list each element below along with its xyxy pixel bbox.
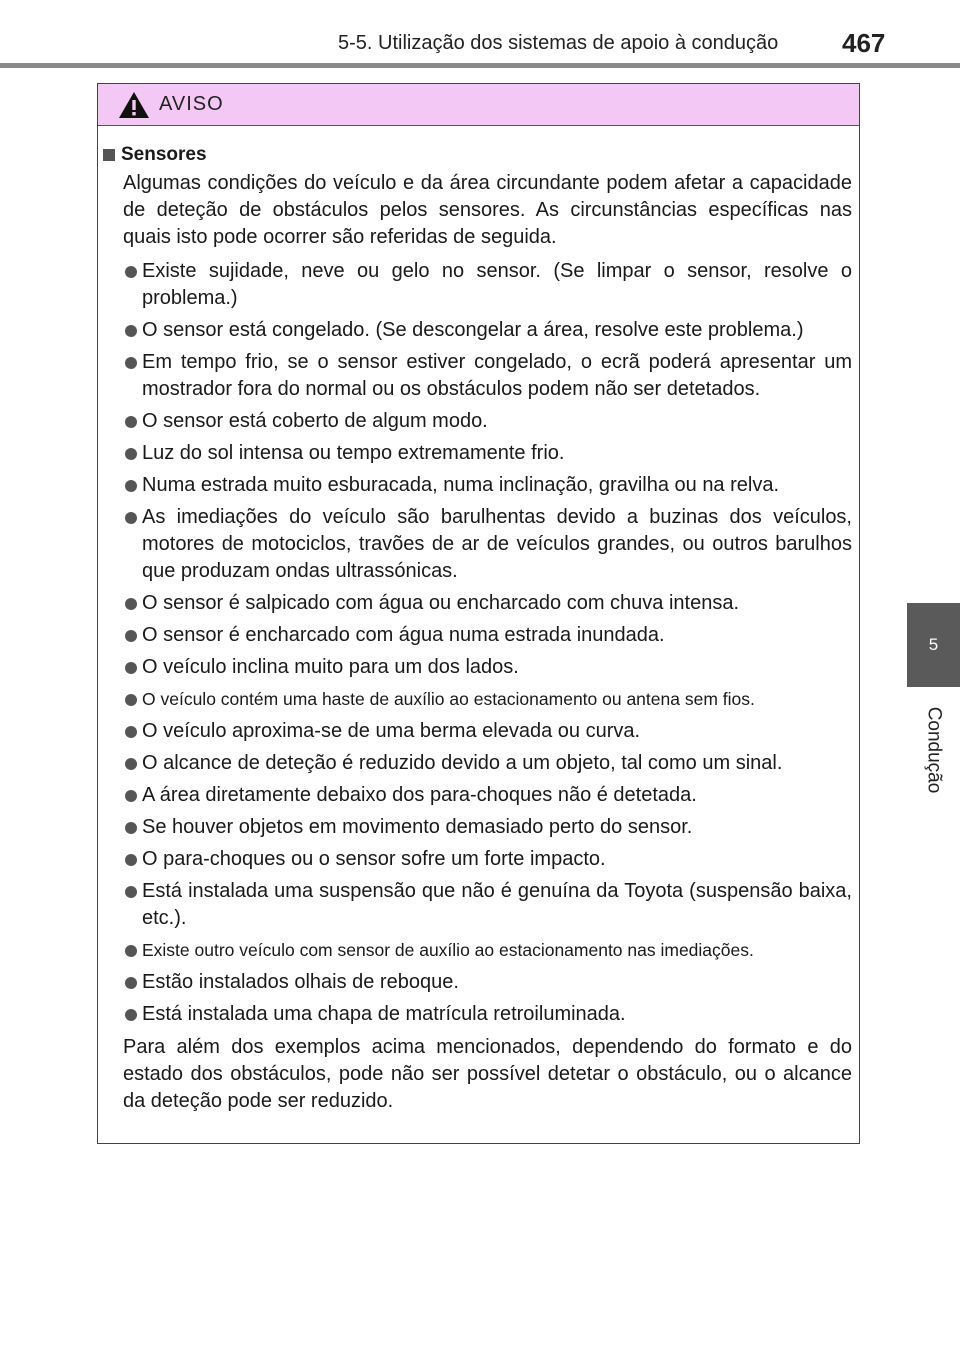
list-item: A área diretamente debaixo dos para-choques não é detetada. <box>103 782 852 809</box>
bullet-dot-icon <box>125 886 137 898</box>
list-item: Existe sujidade, neve ou gelo no sensor. (Se limpar o sensor, resolve o problema.) <box>103 258 852 312</box>
bullet-dot-icon <box>125 512 137 524</box>
list-item: Em tempo frio, se o sensor estiver congelado, o ecrã poderá apresentar um mostrador fora do normal ou os obstáculos podem não ser detetados. <box>103 349 852 403</box>
bullet-dot-icon <box>125 480 137 492</box>
bullet-dot-icon <box>125 416 137 428</box>
chapter-label: Condução <box>923 706 944 794</box>
warning-header <box>98 84 859 126</box>
list-item: Se houver objetos em movimento demasiado perto do sensor. <box>103 814 852 841</box>
bullet-dot-icon <box>125 325 137 337</box>
bullet-dot-icon <box>125 945 137 957</box>
condition-list <box>103 258 852 1028</box>
bullet-dot-icon <box>125 977 137 989</box>
bullet-dot-icon <box>125 790 137 802</box>
list-item: O alcance de deteção é reduzido devido a um objeto, tal como um sinal. <box>103 750 852 777</box>
square-bullet-icon <box>103 149 115 161</box>
closing-paragraph: Para além dos exemplos acima mencionados, dependendo do formato e do estado dos obstáculos, pode não ser possível detetar o obstáculo, ou o alcance da deteção pode ser reduzido. <box>123 1036 852 1112</box>
list-item: O veículo inclina muito para um dos lados. <box>103 654 852 681</box>
page-number: 467 <box>842 28 886 58</box>
bullet-dot-icon <box>125 266 137 278</box>
list-item: O sensor está congelado. (Se descongelar a área, resolve este problema.) <box>103 317 852 344</box>
bullet-dot-icon <box>125 726 137 738</box>
section-title: 5-5. Utilização dos sistemas de apoio à condução <box>338 32 779 54</box>
list-item: Está instalada uma chapa de matrícula retroiluminada. <box>103 1001 852 1028</box>
bullet-dot-icon <box>125 448 137 460</box>
bullet-dot-icon <box>125 630 137 642</box>
list-item: O sensor é encharcado com água numa estrada inundada. <box>103 622 852 649</box>
list-item: Numa estrada muito esburacada, numa inclinação, gravilha ou na relva. <box>103 472 852 499</box>
bullet-dot-icon <box>125 662 137 674</box>
intro-paragraph: Algumas condições do veículo e da área circundante podem afetar a capacidade de deteção de obstáculos pelos sensores. As circunstâncias específicas nas quais isto pode ocorrer são referidas de seguida. <box>123 172 852 248</box>
warning-title: AVISO <box>159 93 224 115</box>
bullet-dot-icon <box>125 854 137 866</box>
chapter-number: 5 <box>928 635 939 654</box>
list-item: Existe outro veículo com sensor de auxílio ao estacionamento nas imediações. <box>103 937 852 964</box>
list-item: Estão instalados olhais de reboque. <box>103 969 852 996</box>
subhead-text: Sensores <box>121 144 207 165</box>
bullet-dot-icon <box>125 357 137 369</box>
bullet-dot-icon <box>125 598 137 610</box>
list-item: O veículo aproxima-se de uma berma elevada ou curva. <box>103 718 852 745</box>
warning-triangle-icon <box>118 91 150 119</box>
list-item: Está instalada uma suspensão que não é genuína da Toyota (suspensão baixa, etc.). <box>103 878 852 932</box>
bullet-dot-icon <box>125 822 137 834</box>
list-item: O sensor está coberto de algum modo. <box>103 408 852 435</box>
chapter-tab <box>907 603 960 687</box>
list-item: O sensor é salpicado com água ou encharcado com chuva intensa. <box>103 590 852 617</box>
subhead <box>103 144 852 166</box>
list-item: Luz do sol intensa ou tempo extremamente frio. <box>103 440 852 467</box>
list-item: O veículo contém uma haste de auxílio ao estacionamento ou antena sem fios. <box>103 686 852 713</box>
warning-box <box>97 83 860 1144</box>
warning-body <box>98 126 859 1115</box>
bullet-dot-icon <box>125 694 137 706</box>
list-item: As imediações do veículo são barulhentas devido a buzinas dos veículos, motores de motociclos, travões de ar de veículos grandes, ou outros barulhos que produzam ondas ultrassónicas. <box>103 504 852 585</box>
bullet-dot-icon <box>125 758 137 770</box>
header-rule <box>0 63 960 68</box>
chapter-label-container <box>908 700 958 800</box>
list-item: O para-choques ou o sensor sofre um forte impacto. <box>103 846 852 873</box>
bullet-dot-icon <box>125 1009 137 1021</box>
